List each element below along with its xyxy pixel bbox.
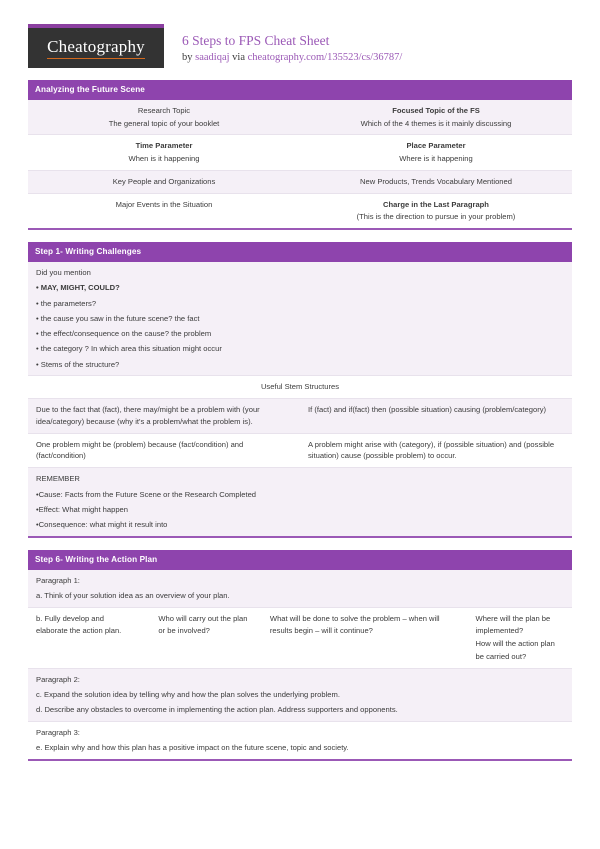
table-row [28,193,572,229]
paragraph-line: Paragraph 1: [36,575,80,585]
cell-line: be carried out? [475,651,527,661]
checklist-item: Did you mention [36,268,91,278]
cell-line: If (fact) and if(fact) then (possible situation) causing (problem/category) [308,405,547,415]
cell-line: b. Fully develop and [36,613,104,623]
stem-structures-header [28,376,572,398]
table-row [28,607,572,668]
paragraph-2-cell [28,669,572,721]
cell-line: Focused Topic of the FS [392,105,480,115]
cell-right [300,171,572,193]
table-row [28,721,572,759]
cell-line: What will be done to solve the problem – when will [269,613,440,623]
table-row [28,467,572,536]
cell-line: One problem might be (problem) because (fact/condition) and (fact/condition) [36,439,244,461]
table-row [28,170,572,193]
cell-line: The general topic of your booklet [108,118,220,128]
plan-column-2 [150,608,262,668]
table-row [28,433,572,468]
cell-left [28,100,300,135]
paragraph-line: e. Explain why and how this plan has a positive impact on the future scene, topic and society. [36,743,349,753]
remember-line: •Effect: What might happen [36,504,129,514]
cell-line: Who will carry out the plan [158,613,248,623]
table-row [28,398,572,433]
cell-right [300,399,572,433]
cell-line: Which of the 4 themes is it mainly discussing [360,118,512,128]
logo-box [28,28,164,68]
cell-left [28,135,300,170]
cell-line: Where will the plan be [475,613,551,623]
section-analyzing-the-future-scene [28,80,572,230]
logo-wordmark: Cheatography [47,38,145,59]
checklist-item: • the category ? In which area this situation might occur [36,344,222,354]
table-row [28,134,572,170]
table-row [28,375,572,398]
cell-line: or be involved? [158,626,210,636]
table-row [28,570,572,607]
cell-line: When is it happening [128,154,200,164]
cell-line: Useful Stem Structures [260,382,340,392]
table-row [28,100,572,135]
plan-column-3 [262,608,468,668]
author-link[interactable]: saadiqaj [195,52,230,64]
paragraph-line: a. Think of your solution idea as an overview of your plan. [36,590,230,600]
section-step-1-writing-challenges [28,242,572,538]
cell-left [28,399,300,433]
cell-line: A problem might arise with (category), if (possible situation) and (possible situation) cause (possible problem) to occur. [308,439,555,461]
byline [182,52,402,65]
paragraph-1-cell [28,570,572,607]
cell-line: Charge in the Last Paragraph [383,199,489,209]
cell-line: Place Parameter [406,141,466,151]
byline-via: via [229,52,248,64]
remember-cell [28,468,572,536]
plan-column-1 [28,608,150,668]
checklist-item: • the effect/consequence on the cause? the problem [36,329,212,339]
paragraph-line: c. Expand the solution idea by telling why and how the plan solves the underlying problem. [36,690,340,699]
cheatography-logo[interactable] [28,24,164,68]
cell-line: Time Parameter [135,141,193,151]
cell-left [28,171,300,193]
page-header [0,0,600,68]
cell-line: How will the action plan [475,639,555,649]
source-url-link[interactable]: cheatography.com/135523/cs/36787/ [247,52,403,64]
cell-left [28,194,300,229]
cell-left [28,434,300,468]
cell-line: Key People and Organizations [112,176,216,186]
cell-line: elaborate the action plan. [36,626,122,636]
cell-right [300,194,572,229]
title-block [164,24,402,65]
plan-column-4 [468,608,572,668]
section-step-6-writing-the-action-plan [28,550,572,761]
cell-line: (This is the direction to pursue in your problem) [356,212,516,222]
byline-prefix: by [182,52,196,64]
paragraph-3-cell [28,722,572,759]
cell-line: Research Topic [137,105,191,115]
section-title: Step 1- Writing Challenges [28,242,572,262]
table-row [28,262,572,375]
remember-line: REMEMBER [36,474,80,484]
paragraph-line: Paragraph 3: [36,728,80,738]
cell-line: Due to the fact that (fact), there may/might be a problem with (your idea/category) because (why it's a problem/what the problem is). [36,405,260,426]
cell-line: Where is it happening [399,154,473,164]
sections-container [0,80,600,761]
page-title: 6 Steps to FPS Cheat Sheet [182,33,330,48]
checklist-item: • MAY, MIGHT, COULD? [36,283,120,293]
checklist-item: • the cause you saw in the future scene? the fact [36,313,200,323]
checklist-cell [28,262,572,375]
paragraph-line: d. Describe any obstacles to overcome in implementing the action plan. Address supporters and opponents. [36,705,398,715]
section-title: Analyzing the Future Scene [28,80,572,100]
cell-right [300,100,572,135]
section-title: Step 6- Writing the Action Plan [28,550,572,570]
cell-line: New Products, Trends Vocabulary Mentioned [360,176,512,186]
paragraph-line: Paragraph 2: [36,674,80,684]
cell-line: Major Events in the Situation [115,199,213,209]
table-row [28,668,572,721]
cell-right [300,135,572,170]
cell-line: results begin – will it continue? [269,626,373,636]
checklist-item: • the parameters? [36,298,97,308]
remember-line: •Consequence: what might it result into [36,520,168,530]
remember-line: •Cause: Facts from the Future Scene or the Research Completed [36,489,257,499]
cell-line: implemented? [475,626,524,636]
checklist-item: • Stems of the structure? [36,359,120,369]
cell-right [300,434,572,468]
